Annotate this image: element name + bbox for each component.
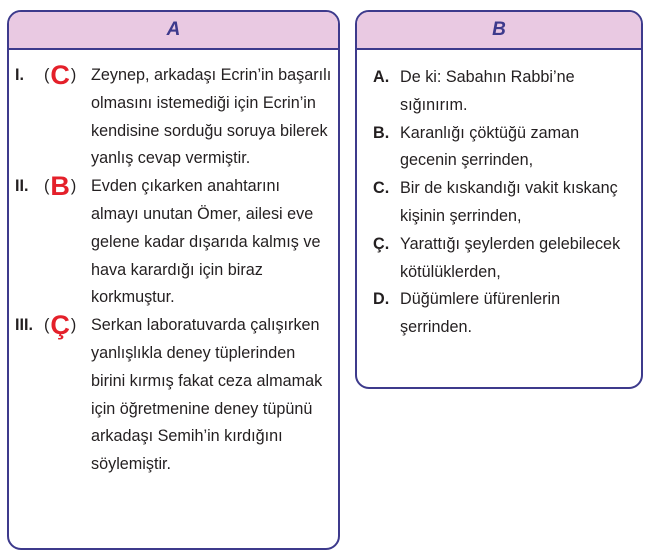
statement-3-text: Serkan laboratuvarda çalışırken yanlışlıkla deney tüplerinden birini kırmış fakat ceza almamak için öğretmenine deney tüpünü arkadaşı Semih’in kırdığını söylemiştir. <box>91 316 323 474</box>
verse-c-cedilla <box>373 231 635 287</box>
column-a-box <box>7 10 340 550</box>
statement-1-answer-slot <box>44 62 76 90</box>
column-b-box <box>355 10 643 389</box>
verse-c-key: C. <box>373 179 390 198</box>
statement-2-answer: B <box>50 171 70 202</box>
column-a-items <box>15 62 332 479</box>
statement-2-text: Evden çıkarken anahtarını almayı unutan Ömer, ailesi eve gelene kadar dışarıda kalmış ve hava karardığı için biraz korkmuştur. <box>91 177 321 307</box>
statement-1-numeral: I. <box>15 66 24 84</box>
verse-c-cedilla-key: Ç. <box>373 234 390 253</box>
column-a-header: A <box>9 12 338 50</box>
statement-1 <box>15 62 332 173</box>
open-paren: ( <box>44 177 50 196</box>
verse-a <box>373 64 635 120</box>
statement-3 <box>15 312 332 479</box>
open-paren: ( <box>44 66 50 84</box>
verse-a-text: De ki: Sabahın Rabbi’ne sığınırım. <box>400 68 575 114</box>
close-paren: ) <box>70 66 77 84</box>
statement-1-text: Zeynep, arkadaşı Ecrin’in başarılı olmasını istemediği için Ecrin’in kendisine sorduğu soruya bilerek yanlış cevap vermiştir. <box>91 66 332 168</box>
statement-2-answer-slot <box>44 173 76 201</box>
column-b-items <box>373 64 635 342</box>
statement-2 <box>15 173 332 312</box>
open-paren: ( <box>44 316 50 335</box>
verse-d-key: D. <box>373 290 390 309</box>
statement-3-numeral: III. <box>15 316 33 335</box>
statement-3-answer-slot <box>44 312 76 340</box>
statement-3-answer: Ç <box>50 310 70 341</box>
close-paren: ) <box>70 177 77 196</box>
verse-c-cedilla-text: Yarattığı şeylerden gelebilecek kötülüklerden, <box>400 234 621 281</box>
verse-b-key: B. <box>373 123 390 142</box>
verse-b-text: Karanlığı çöktüğü zaman gecenin şerrinden, <box>400 123 580 170</box>
verse-d-text: Düğümlere üfürenlerin şerrinden. <box>400 290 561 337</box>
statement-2-numeral: II. <box>15 177 29 196</box>
statement-1-answer: C <box>50 60 70 90</box>
verse-d <box>373 286 635 342</box>
verse-b <box>373 120 635 176</box>
column-b-header: B <box>357 12 641 50</box>
verse-c-text: Bir de kıskandığı vakit kıskanç kişinin şerrinden, <box>400 179 618 225</box>
close-paren: ) <box>70 316 77 335</box>
verse-c <box>373 175 635 231</box>
verse-a-key: A. <box>373 68 390 86</box>
